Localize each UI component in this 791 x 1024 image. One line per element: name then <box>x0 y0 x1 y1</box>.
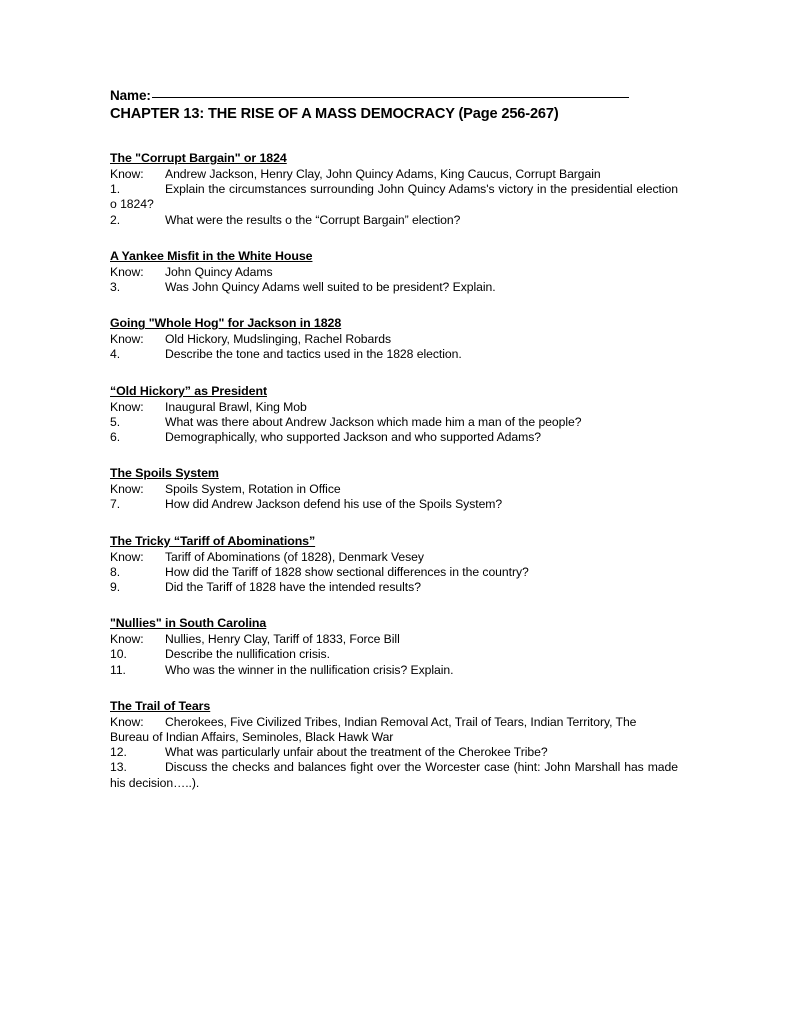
know-label: Know: <box>110 264 144 279</box>
document-header <box>110 88 678 123</box>
worksheet-section <box>110 614 678 678</box>
section-heading: A Yankee Misfit in the White House <box>110 248 313 263</box>
know-label: Know: <box>110 714 144 729</box>
question-number: 9. <box>110 580 121 595</box>
name-field-line <box>110 88 678 104</box>
question-row <box>110 663 678 678</box>
question-text: Was John Quincy Adams well suited to be president? Explain. <box>165 280 496 295</box>
page-title: CHAPTER 13: THE RISE OF A MASS DEMOCRACY (Page 256-267) <box>110 106 559 122</box>
know-label: Know: <box>110 167 144 181</box>
question-text: What was particularly unfair about the treatment of the Cherokee Tribe? <box>165 745 548 760</box>
question-text: What were the results o the “Corrupt Bargain” election? <box>165 212 461 227</box>
section-heading: Going "Whole Hog" for Jackson in 1828 <box>110 316 342 331</box>
worksheet-section <box>110 697 678 791</box>
know-terms: John Quincy Adams <box>165 264 273 279</box>
question-row <box>110 430 678 445</box>
worksheet-section <box>110 247 678 295</box>
know-row <box>110 715 678 745</box>
know-label: Know: <box>110 399 144 414</box>
question-text: Describe the nullification crisis. <box>165 647 330 662</box>
question-number: 5. <box>110 414 121 429</box>
know-label: Know: <box>110 332 144 347</box>
know-terms: Old Hickory, Mudslinging, Rachel Robards <box>165 332 392 347</box>
know-terms: Nullies, Henry Clay, Tariff of 1833, Force Bill <box>165 632 400 647</box>
question-text: What was there about Andrew Jackson which made him a man of the people? <box>165 414 582 429</box>
section-heading: “Old Hickory” as President <box>110 383 267 398</box>
question-row <box>110 415 678 430</box>
know-terms: Tariff of Abominations (of 1828), Denmark Vesey <box>165 549 424 564</box>
question-row <box>110 745 678 760</box>
know-row <box>110 632 678 647</box>
sections-container <box>110 149 678 791</box>
question-row <box>110 647 678 662</box>
question-row <box>110 213 678 228</box>
know-terms: Andrew Jackson, Henry Clay, John Quincy Adams, King Caucus, Corrupt Bargain <box>165 167 601 181</box>
question-text: Describe the tone and tactics used in the 1828 election. <box>165 347 462 362</box>
know-label: Know: <box>110 549 144 564</box>
question-number: 4. <box>110 347 121 362</box>
question-number: 12. <box>110 745 127 760</box>
question-row <box>110 347 678 362</box>
know-label: Know: <box>110 482 144 497</box>
question-number: 7. <box>110 497 121 512</box>
know-label: Know: <box>110 632 144 647</box>
know-terms: Inaugural Brawl, King Mob <box>165 399 307 414</box>
know-row <box>110 167 678 182</box>
question-text: Discuss the checks and balances fight over the Worcester case (hint: John Marshall has made his decision…..). <box>110 760 678 790</box>
question-number: 6. <box>110 430 121 445</box>
question-row <box>110 280 678 295</box>
question-row <box>110 580 678 595</box>
section-heading: The Tricky “Tariff of Abominations” <box>110 533 316 548</box>
know-row <box>110 265 678 280</box>
section-heading: The "Corrupt Bargain" or 1824 <box>110 151 287 165</box>
worksheet-section <box>110 149 678 228</box>
know-row <box>110 482 678 497</box>
question-number: 10. <box>110 647 127 662</box>
worksheet-section <box>110 314 678 362</box>
know-row <box>110 332 678 347</box>
question-text: Demographically, who supported Jackson and who supported Adams? <box>165 430 542 445</box>
question-number: 2. <box>110 212 121 227</box>
know-row <box>110 550 678 565</box>
name-label: Name: <box>110 88 151 103</box>
worksheet-section <box>110 382 678 446</box>
question-text: How did the Tariff of 1828 show sectional differences in the country? <box>165 564 529 579</box>
worksheet-section <box>110 532 678 596</box>
worksheet-section <box>110 464 678 512</box>
question-number: 13. <box>110 760 127 775</box>
know-terms: Spoils System, Rotation in Office <box>165 482 341 497</box>
section-heading: "Nullies" in South Carolina <box>110 616 267 631</box>
question-text: Did the Tariff of 1828 have the intended results? <box>165 580 421 595</box>
know-row <box>110 400 678 415</box>
question-number: 3. <box>110 280 121 295</box>
know-terms: Cherokees, Five Civilized Tribes, Indian Removal Act, Trail of Tears, Indian Territory, The Bureau of Indian Affairs, Seminoles, Black Hawk War <box>110 714 637 745</box>
question-text: Explain the circumstances surrounding John Quincy Adams's victory in the presidential election o 1824? <box>110 182 678 212</box>
question-number: 1. <box>110 182 121 197</box>
question-number: 11. <box>110 662 126 677</box>
question-row <box>110 760 678 790</box>
question-row <box>110 565 678 580</box>
question-text: Who was the winner in the nullification crisis? Explain. <box>165 662 454 677</box>
question-row <box>110 182 678 212</box>
section-heading: The Trail of Tears <box>110 698 211 713</box>
section-heading: The Spoils System <box>110 466 219 481</box>
name-blank-rule[interactable] <box>152 97 629 98</box>
question-text: How did Andrew Jackson defend his use of the Spoils System? <box>165 497 503 512</box>
question-row <box>110 497 678 512</box>
question-number: 8. <box>110 564 121 579</box>
